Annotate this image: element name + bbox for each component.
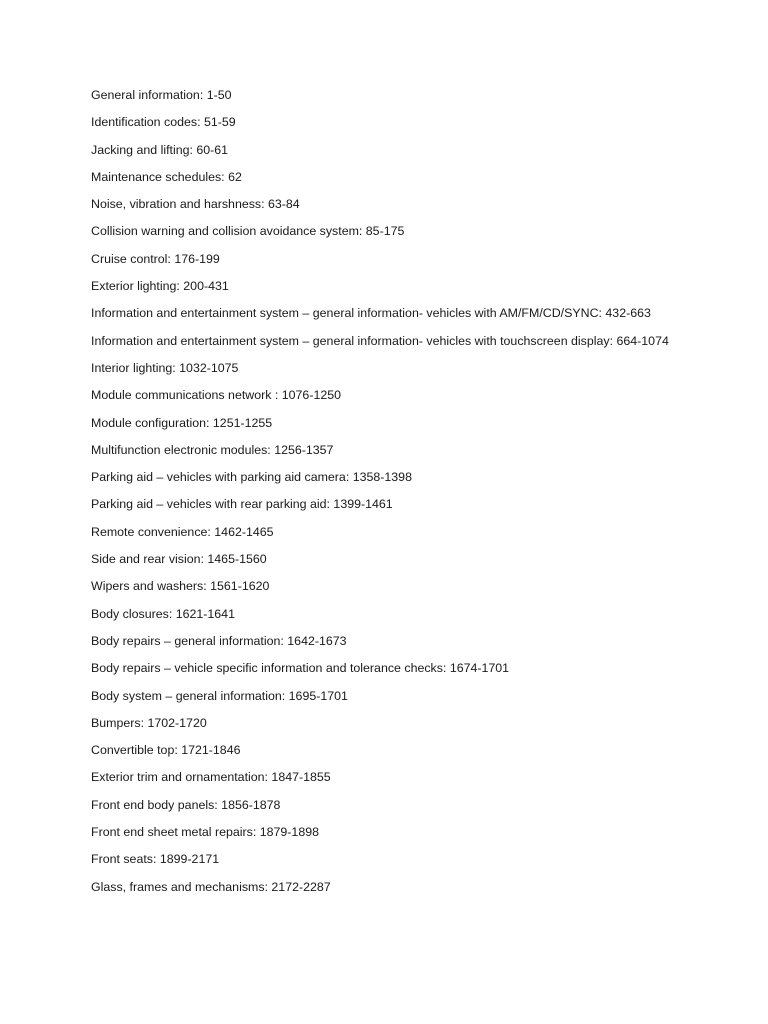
- list-item: Front end sheet metal repairs: 1879-1898: [91, 825, 319, 840]
- list-item: Interior lighting: 1032-1075: [91, 360, 239, 375]
- list-item: Front end body panels: 1856-1878: [91, 797, 281, 812]
- list-item: Noise, vibration and harshness: 63-84: [91, 197, 300, 212]
- list-item: Jacking and lifting: 60-61: [91, 142, 229, 157]
- list-item: Collision warning and collision avoidance system: 85-175: [91, 224, 405, 239]
- list-item: Exterior trim and ornamentation: 1847-1855: [91, 770, 331, 785]
- list-item: Information and entertainment system – general information- vehicles with touchscreen display: 664-1074: [91, 333, 669, 348]
- list-item: Parking aid – vehicles with rear parking aid: 1399-1461: [91, 497, 393, 512]
- list-item: Exterior lighting: 200-431: [91, 279, 229, 294]
- document-page: [91, 86, 681, 905]
- list-item: Glass, frames and mechanisms: 2172-2287: [91, 879, 331, 894]
- list-item: Identification codes: 51-59: [91, 115, 236, 130]
- list-item: Information and entertainment system – general information- vehicles with AM/FM/CD/SYNC: 432-663: [91, 306, 651, 321]
- list-item: Front seats: 1899-2171: [91, 852, 220, 867]
- list-item: Bumpers: 1702-1720: [91, 715, 207, 730]
- list-item: Parking aid – vehicles with parking aid camera: 1358-1398: [91, 470, 412, 485]
- list-item: Wipers and washers: 1561-1620: [91, 579, 270, 594]
- list-item: Remote convenience: 1462-1465: [91, 524, 274, 539]
- list-item: Convertible top: 1721-1846: [91, 743, 241, 758]
- list-item: Body repairs – vehicle specific information and tolerance checks: 1674-1701: [91, 661, 510, 676]
- list-item: Module configuration: 1251-1255: [91, 415, 273, 430]
- list-item: Body system – general information: 1695-1701: [91, 688, 348, 703]
- list-item: Side and rear vision: 1465-1560: [91, 552, 267, 567]
- list-item: Body repairs – general information: 1642-1673: [91, 633, 347, 648]
- list-item: Module communications network : 1076-1250: [91, 388, 342, 403]
- list-item: Maintenance schedules: 62: [91, 169, 242, 184]
- list-item: Body closures: 1621-1641: [91, 606, 235, 621]
- list-item: General information: 1-50: [91, 88, 232, 102]
- list-item: Multifunction electronic modules: 1256-1357: [91, 442, 334, 457]
- list-item: Cruise control: 176-199: [91, 251, 220, 266]
